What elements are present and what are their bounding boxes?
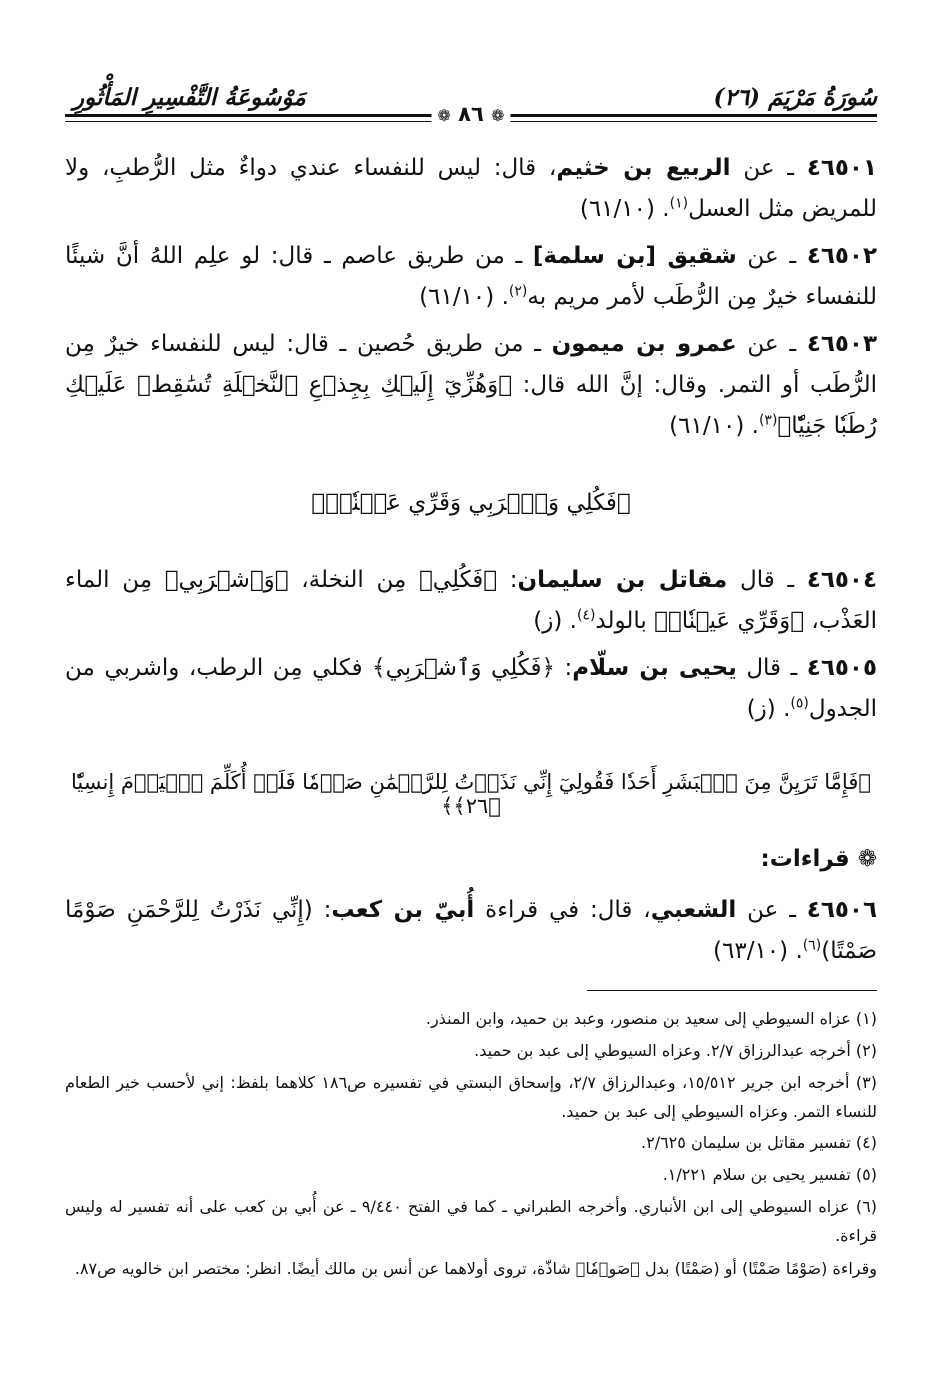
narration-prefix: ـ عن [736,897,807,923]
reference: . (ز) [746,696,791,722]
book-page [65,70,877,1370]
narration-number: ٤٦٥٠٥ [806,655,877,681]
narration-number: ٤٦٥٠١ [806,155,878,181]
narration-text: ـ من طريق عاصم ـ قال: لو علِم اللهُ أنَّ شيئًا للنفساء خيرٌ مِن الرُّطَب لأمر مريم به [65,243,877,310]
narration-number: ٤٦٥٠٢ [806,243,878,269]
footnote-marker: (٢) [508,283,528,300]
narration-prefix: ـ عن [730,155,807,181]
narrator-name: الشعبي [650,897,737,923]
narrator-name: مقاتل بن سليمان [517,567,728,593]
narrator-name: عمرو بن ميمون [551,331,737,357]
narration-prefix: ـ قال [736,655,807,681]
footnote-4: (٤) تفسير مقاتل بن سليمان ٢/٦٢٥. [641,1133,877,1152]
narration-number: ٤٦٥٠٣ [806,331,878,357]
quran-verse-heading-2: ﴿فَإِمَّا تَرَيِنَّ مِنَ ٱلۡبَشَرِ أَحَدٗا فَقُولِيٓ إِنِّي نَذَرۡتُ لِلرَّحۡمَٰنِ صَوۡمٗا فَلَنۡ أُكَلِّمَ ٱلۡيَوۡمَ إِنسِيّٗا ﴿٢٦﴾﴾ [71,770,871,818]
narration-46503 [65,324,877,447]
narration-text: ـ من طريق حُصين ـ قال: ليس للنفساء خيرٌ مِن الرُّطَب أو التمر. وقال: إنَّ الله قال: ﴿وَهُزِّيٓ إِلَيۡكِ بِجِذۡعِ ٱلنَّخۡلَةِ تُسَٰقِطۡ عَلَيۡكِ رُطَبٗا جَنِيّٗا﴾ [65,331,877,439]
reference: . (٦١/١٠) [419,284,509,310]
narration-prefix: ـ قال [727,567,807,593]
reference: . (٦١/١٠) [579,196,670,222]
ornament-icon: ❁ [437,106,451,125]
narrator-name: شقيق [بن سلمة] [532,243,737,269]
narration-number: ٤٦٥٠٦ [806,897,877,923]
page-number-box [431,102,510,126]
quran-verse-heading-1: ﴿فَكُلِي وَٱشۡرَبِي وَقَرِّي عَيۡنٗاۖ﴾ [311,490,631,516]
footnote-5: (٥) تفسير يحيى بن سلام ١/٢٢١. [662,1165,877,1184]
narrator-name: الربيع بن خثيم [556,155,731,181]
footnote-marker: (٣) [758,412,778,429]
narration-mid: ، قال: في قراءة [474,897,651,923]
narration-number: ٤٦٥٠٤ [806,567,878,593]
reference: . (٦٣/١٠) [713,938,803,964]
reader-name: أُبيّ بن كعب [331,897,475,923]
ornament-icon: ❁ [491,106,505,125]
narration-46502 [65,236,877,318]
footnote-separator [587,990,877,991]
narration-46506 [65,890,877,972]
footnote-3: (٣) أخرجه ابن جرير ١٥/٥١٢، وعبدالرزاق ٢/٧، وإسحاق البستي في تفسيره ص١٨٦ كلاهما بلفظ: إني لأحسب خير الطعام للنساء التمر. وعزاه السيوطي إلى عبد بن حميد. [65,1073,878,1121]
footnote-1: (١) عزاه السيوطي إلى سعيد بن منصور، وعبد بن حميد، وابن المنذر. [425,1009,877,1028]
footnote-marker: (٤) [576,607,596,624]
surah-title: سُورَةُ مَرْيَمَ (٢٦) [713,84,877,111]
book-title: مَوْسُوعَةُ التَّفْسِيرِ المَأْثُورِ [73,84,306,111]
narration-text: : (إِنِّي نَذَرْتُ لِلرَّحْمَنِ صَوْمًا صَمْتًا) [65,897,877,964]
footnote-marker: (١) [669,195,689,212]
section-heading: ❁ قراءات: [760,846,877,872]
narration-46505 [65,648,877,730]
footnote-marker: (٥) [790,695,809,712]
footnote-6-continued: وقراءة (صَوْمًا صَمْتًا) أو (صَمْتًا) بدل ﴿صَوۡمٗا﴾ شاذّة، تروى أولاهما عن أنس بن مالك أيضًا. انظر: مختصر ابن خالويه ص٨٧. [74,1259,877,1278]
narration-text: : ﴿فَكُلِي﴾ مِن النخلة، ﴿وَٱشۡرَبِي﴾ مِن الماء العَذْب، ﴿وَقَرِّي عَيۡنٗاۖ﴾ بالولد [65,567,877,634]
page-number: ٨٦ [458,102,484,126]
narration-46501 [65,148,877,230]
footnote-6: (٦) عزاه السيوطي إلى ابن الأنباري. وأخرجه الطبراني ـ كما في الفتح ٩/٤٤٠ ـ عن أُبي بن كعب على أنه تفسير له وليس قراءة. [65,1197,877,1245]
narration-text: ، قال: ليس للنفساء عندي دواءٌ مثل الرُّطبِ، ولا للمريض مثل العسل [65,155,877,222]
narration-prefix: ـ عن [736,331,807,357]
footnote-2: (٢) أخرجه عبدالرزاق ٢/٧. وعزاه السيوطي إلى عبد بن حميد. [474,1041,877,1060]
narration-46504 [65,560,877,642]
reference: . (ز) [533,608,577,634]
narration-text: : ﴿فَكُلِي وَٱشۡرَبِي﴾ فكلي مِن الرطب، واشربي من الجدول [65,655,877,722]
reference: . (٦١/١٠) [669,413,759,439]
narration-prefix: ـ عن [736,243,807,269]
narrator-name: يحيى بن سلّام [572,655,737,681]
footnote-marker: (٦) [802,937,822,954]
